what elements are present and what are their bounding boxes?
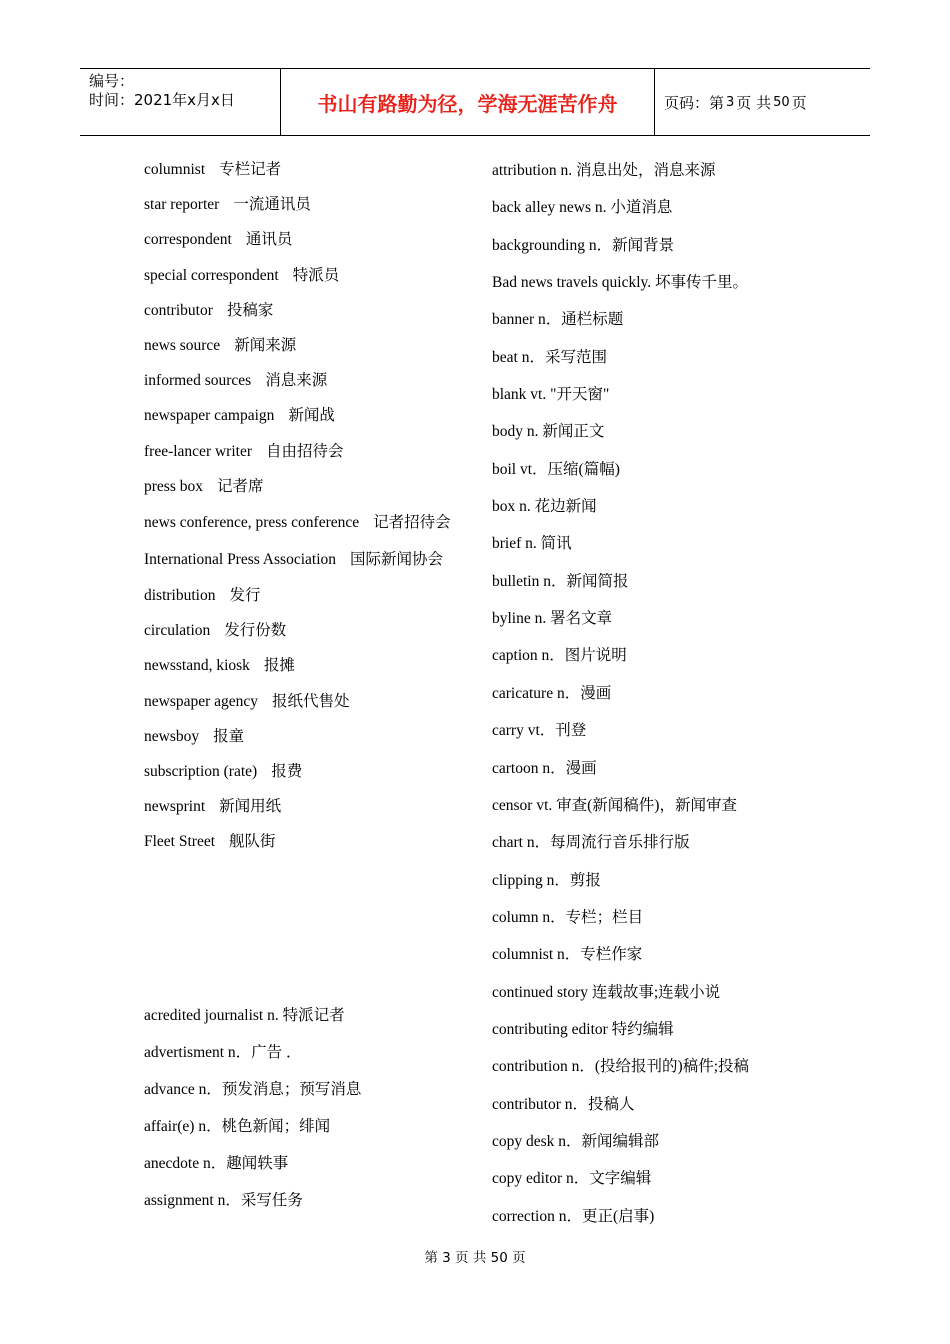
glossary-entry	[144, 469, 462, 504]
glossary-entry: advertisment n．广告 ．	[144, 1044, 302, 1062]
glossary-entry: beat n．采写范围	[492, 348, 607, 366]
glossary-translation: 发行份数	[224, 622, 287, 640]
glossary-translation: 消息来源	[265, 372, 328, 390]
glossary-term: newsboy	[144, 727, 200, 745]
glossary-term: star reporter	[144, 196, 220, 214]
page-total: 50	[773, 94, 790, 110]
glossary-entry	[144, 541, 462, 578]
page-header	[80, 68, 870, 136]
glossary-entry: byline n. 署名文章	[492, 610, 613, 628]
date-label: 时间：2021年x月x日	[89, 91, 235, 109]
glossary-entry: boil vt．压缩(篇幅)	[492, 460, 620, 478]
glossary-translation: 记者招待会	[373, 514, 451, 532]
glossary-translation: 发行	[229, 587, 261, 605]
glossary-term: columnist	[144, 161, 206, 178]
glossary-translation: 报纸代售处	[272, 692, 350, 710]
glossary-entry	[144, 222, 462, 257]
glossary-entry	[144, 152, 462, 187]
glossary-entry: blank vt. "开天窗"	[492, 386, 610, 404]
glossary-entry	[144, 504, 462, 541]
glossary-term: correspondent	[144, 231, 232, 249]
glossary-entry	[144, 719, 462, 754]
glossary-translation: 专栏记者	[219, 161, 282, 178]
page-footer: 第 3 页 共 50 页	[424, 1250, 526, 1266]
glossary-entry: carry vt．刊登	[492, 722, 587, 740]
glossary-translation: 记者席	[216, 477, 264, 495]
right-column-glossary	[492, 152, 822, 1235]
glossary-entry: Bad news travels quickly. 坏事传千里。	[492, 274, 749, 292]
glossary-term: newspaper agency	[144, 692, 259, 710]
glossary-entry: columnist n．专栏作家	[492, 946, 643, 964]
glossary-entry: acredited journalist n. 特派记者	[144, 1007, 345, 1024]
glossary-entry: copy desk n．新闻编辑部	[492, 1132, 660, 1150]
glossary-entry: assignment n．采写任务	[144, 1192, 303, 1210]
glossary-entry: bulletin n．新闻简报	[492, 572, 629, 590]
glossary-entry: box n. 花边新闻	[492, 498, 597, 516]
page-mid: 页 共	[736, 93, 772, 112]
header-meta	[80, 69, 281, 135]
glossary-term: subscription (rate)	[144, 763, 258, 781]
glossary-entry: contributing editor 特约编辑	[492, 1020, 674, 1038]
glossary-translation: 新闻战	[288, 407, 335, 425]
glossary-term: news source	[144, 337, 221, 355]
glossary-entry	[144, 398, 462, 433]
glossary-term: special correspondent	[144, 266, 279, 284]
glossary-term: free-lancer writer	[144, 442, 252, 460]
glossary-translation: 报童	[213, 727, 245, 745]
left-column-glossary-2	[144, 997, 462, 1220]
glossary-entry	[144, 789, 462, 824]
glossary-entry	[144, 648, 462, 683]
glossary-translation: 通讯员	[245, 231, 293, 249]
glossary-term: International Press Association	[144, 551, 336, 569]
page-number: 3	[726, 94, 735, 110]
glossary-entry: continued story 连载故事;连载小说	[492, 983, 721, 1001]
glossary-entry: backgrounding n．新闻背景	[492, 236, 675, 254]
glossary-entry	[144, 754, 462, 789]
glossary-entry: contributor n．投稿人	[492, 1095, 635, 1113]
glossary-term: newsstand, kiosk	[144, 657, 250, 675]
glossary-term: newsprint	[144, 798, 206, 816]
glossary-term: Fleet Street	[144, 833, 216, 851]
glossary-entry: body n. 新闻正文	[492, 423, 605, 441]
glossary-translation: 报费	[271, 763, 303, 781]
glossary-term: distribution	[144, 587, 216, 605]
glossary-entry: censor vt. 审查(新闻稿件)，新闻审查	[492, 796, 737, 814]
glossary-entry: advance n．预发消息；预写消息	[144, 1081, 362, 1099]
glossary-translation: 国际新闻协会	[350, 551, 444, 569]
glossary-entry	[144, 187, 462, 222]
glossary-term: press box	[144, 477, 203, 495]
glossary-translation: 自由招待会	[266, 442, 344, 460]
glossary-entry: caricature n．漫画	[492, 684, 612, 702]
glossary-entry: anecdote n．趣闻轶事	[144, 1155, 289, 1173]
glossary-entry	[144, 578, 462, 613]
glossary-entry: column n．专栏；栏目	[492, 908, 644, 926]
page-suffix: 页	[791, 93, 807, 112]
glossary-entry	[144, 328, 462, 363]
glossary-term: informed sources	[144, 372, 252, 390]
glossary-entry	[144, 434, 462, 469]
glossary-entry: copy editor n．文字编辑	[492, 1170, 652, 1188]
glossary-translation: 特派员	[292, 266, 340, 284]
page-prefix: 页码：第	[664, 93, 725, 112]
glossary-entry: brief n. 简讯	[492, 535, 572, 553]
glossary-entry: caption n．图片说明	[492, 647, 627, 665]
glossary-term: circulation	[144, 622, 211, 640]
glossary-translation: 一流通讯员	[233, 196, 311, 214]
glossary-entry	[144, 293, 462, 328]
glossary-entry: cartoon n．漫画	[492, 759, 597, 777]
glossary-translation: 投稿家	[226, 301, 274, 319]
header-motto: 书山有路勤为径，学海无涯苦作舟	[281, 69, 655, 135]
glossary-term: news conference, press conference	[144, 514, 360, 532]
glossary-entry: banner n．通栏标题	[492, 311, 624, 329]
glossary-entry: correction n．更正(启事)	[492, 1207, 655, 1225]
glossary-translation: 新闻用纸	[219, 798, 282, 816]
glossary-entry: affair(e) n．桃色新闻；绯闻	[144, 1118, 331, 1136]
glossary-translation: 报摊	[263, 657, 295, 675]
glossary-entry: back alley news n. 小道消息	[492, 199, 673, 217]
glossary-translation: 新闻来源	[234, 337, 297, 355]
left-column-glossary	[144, 152, 462, 860]
glossary-translation: 舰队街	[229, 833, 276, 851]
glossary-entry: clipping n．剪报	[492, 871, 601, 889]
glossary-entry: contribution n．(投给报刊的)稿件;投稿	[492, 1058, 750, 1076]
glossary-entry: attribution n. 消息出处，消息来源	[492, 162, 716, 179]
glossary-entry	[144, 824, 462, 859]
glossary-term: newspaper campaign	[144, 407, 275, 425]
glossary-entry	[144, 613, 462, 648]
glossary-entry: chart n．每周流行音乐排行版	[492, 834, 690, 852]
glossary-term: contributor	[144, 301, 213, 319]
glossary-entry	[144, 258, 462, 293]
glossary-entry	[144, 684, 462, 719]
header-page-info	[655, 69, 870, 135]
glossary-entry	[144, 363, 462, 398]
serial-label: 编号：	[89, 72, 135, 90]
